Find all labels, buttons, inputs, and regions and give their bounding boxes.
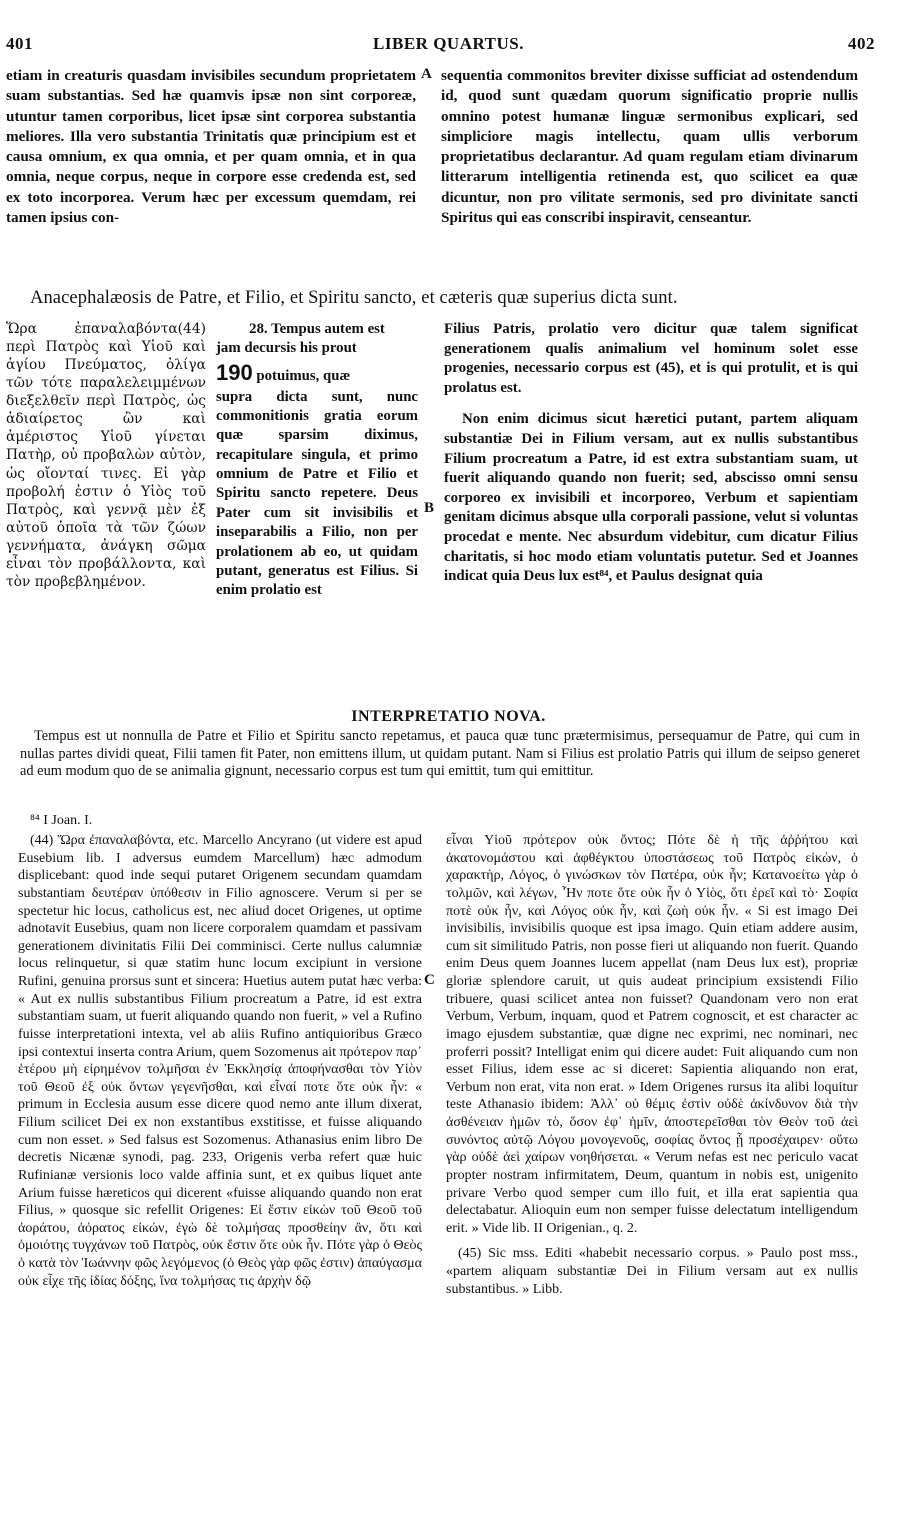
mid-line-3: 190 potuimus, quæ bbox=[216, 359, 351, 385]
interpretatio-title: INTERPRETATIO NOVA. bbox=[351, 708, 546, 725]
footnote-reference: ⁸⁴ I Joan. I. bbox=[30, 813, 93, 828]
mid-line-1: 28. Tempus autem est bbox=[249, 321, 385, 337]
section-heading: Anacephalæosis de Patre, et Filio, et Spiritu sancto, et cæteris quæ superius dicta sunt. bbox=[30, 288, 678, 308]
greek-text-column: Ὥρα ἐπαναλαβόντα(44) περὶ Πατρὸς καὶ Υἱοῦ καὶ ἁγίου Πνεύματος, ὀλίγα τῶν τότε παραλελειμμένων διεξελθεῖν περὶ Πατρὸς, ὡς ἀδιαίρετος ὢν καὶ ἀμέριστος Υἱοῦ γίνεται Πατὴρ, οὐ προβαλὼν αὐτὸν, ὡς οἴονταί τινες. Εἰ γὰρ προβολή ἐστιν ὁ Υἱὸς τοῦ Πατρὸς, καὶ γεννᾷ μὲν ἐξ αὐτοῦ ὁποῖα τὰ τῶν ζώων γεννήματα, ἀνάγκη σῶμα εἶναι τὸν προβάλλοντα, καὶ τὸν προβεβλημένον. bbox=[6, 321, 206, 590]
footnote-right-column bbox=[446, 832, 858, 1298]
top-left-column: etiam in creaturis quasdam invisibiles secundum proprietatem suam substantias. Sed hæ quamvis ipsæ non sint corporeæ, utuntur tamen corporibus, licet ipsæ sint corporea substantia meliores. Illa vero substantia Trinitatis quæ principium est et causa omnium, ex qua omnia, et per quam omnia, et in qua omnia, neque corpus, neque in corpore esse credenda est, sed ex toto incorporea. Verum hæc per excessum quemdam, rei tamen ipsius con- bbox=[6, 67, 416, 226]
margin-letter-a: A bbox=[421, 66, 432, 82]
right-para-1: Filius Patris, prolatio vero dicitur quæ talem significat generationem qualis animalium vel hominum solet esse progenies, necessario corpus est (45), et is qui protulit, et is qui prolatus est. bbox=[444, 321, 858, 396]
right-column bbox=[444, 320, 858, 587]
column-number: 190 bbox=[216, 359, 253, 385]
latin-middle-column bbox=[216, 320, 418, 601]
mid-rest: supra dicta sunt, nunc commonitionis gratia eorum quæ sparsim diximus, recapitulare singula, et primo omnium de Patre et Filio et Spiritu sancto repetere. Deus Pater cum sit invisibilis et inseparabilis a Filio, non per prolationem ab eo, ut quidam putant, generatus est Filius. Si enim prolatio est bbox=[216, 388, 418, 599]
running-title: LIBER QUARTUS. bbox=[373, 34, 524, 53]
mid-line-2: jam decursis his prout bbox=[216, 340, 357, 357]
page-number-left: 401 bbox=[6, 34, 33, 53]
footnote-44: (44) Ὥρα ἐπαναλαβόντα, etc. Marcello Ancyrano (ut videre est apud Eusebium lib. I adversus eumdem Marcellum) hæc admodum displicebant: quod inde sequi putaret Origenem secundam quamdam substantiam δευτέραν ὑπόθεσιν in Filio agnoscere. Verum si per se spectetur hic locus, catholicus est, nec aliud docet Origenes, ut optime adnotavit Eusebius, quam non licere corporalem quamdam et passivam generationem divinitatis Filii Dei comminisci. Certe nullus calumniæ locus relinquetur, si quæ statim hunc locum excipiunt in versione Rufini, genuina prorsus sunt et sincera: Huetius autem putat hæc verba: « Aut ex nullis substantibus Filium procreatum a Patre, id est extra substantiam suam, ut fuerit aliquando quando non fuerit, » vel a Rufino fuisse interpretationi intexta, vel ab aliis Rufino antiquioribus Græco ipsi contextui inserta contra Arium, quem Sozomenus ait πρότερον παρ᾽ ἑτέρου μὴ εἰρημένον τολμῆσαι ἐν Ἐκκλησίᾳ ἀποφήνασθαι τὸν Υἱὸν τοῦ Θεοῦ ἐξ οὐκ ὄντων γεγενῆσθαι, καὶ εἶναί ποτε ὅτε οὐκ ἦν: « primum in Ecclesia ausum esse dicere quod nemo ante illum dixerat, Filium scilicet Dei ex non exstantibus exstitisse, et fuisse aliquando cum non esset. » Sed falsus est Sozomenus. Athanasius enim libro De decretis Nicænæ synodi, pag. 233, Origenis verba refert quæ huic Rufinianæ versionis loco valde affinia sunt, et ex quibus liquet ante Arium fuisse hæreticos qui dicerent «fuisse aliquando quando non erat Filius, » quosque sic refellit Origenes: Εἰ ἔστιν εἰκὼν τοῦ Θεοῦ τοῦ ἀοράτου, ἀόρατος εἰκών, ἐγὼ δὲ τολμήσας προσθείην ἂν, ὅτι καὶ ὁμοιότης τυγχάνων τοῦ Πατρὸς, οὐκ ἔστιν ὅτε οὐκ ἦν. Πότε γὰρ ὁ Θεὸς ὁ κατὰ τὸν Ἰωάννην φῶς λεγόμενος (ὁ Θεὸς γὰρ φῶς ἐστιν) ἀπαύγασμα οὐκ εἶχε τῆς ἰδίας δόξης, ἵνα τολμήσας τις ἀρχὴν δῷ bbox=[18, 833, 423, 1289]
top-right-column: sequentia commonitos breviter dixisse sufficiat ad ostendendum id, quod sunt quædam quorum significatio proprie nullis omnino potest humanæ linguæ sermonibus explicari, sed simpliciore magis intellectu, quam ullis verborum proprietatibus declarantur. Ad quam regulam etiam divinarum litterarum intelligentia retinenda est, quo scilicet ea quæ dicuntur, non pro vilitate sermonis, sed pro divinitate sancti Spiritus qui eas conscribi inspiravit, censeantur. bbox=[441, 67, 858, 226]
footnote-44-continued: εἶναι Υἱοῦ πρότερον οὐκ ὄντος; Πότε δὲ ἡ τῆς ἀῤῥήτου καὶ ἀκατονομάστου καὶ ἀφθέγκτου ὑποστάσεως τοῦ Πατρὸς εἰκὼν, ὁ χαρακτὴρ, Λόγος, ὁ γινώσκων τὸν Πατέρα, οὐκ ἦν; Κατανοείτω γὰρ ὁ τολμῶν, καὶ λέγων, Ἦν ποτε ὅτε οὐκ ἦν ὁ Υἱὸς, ὅτι ἐρεῖ καὶ τὸ· Σοφία ποτὲ οὐκ ἦν, καὶ Λόγος οὐκ ἦν, καὶ ζωὴ οὐκ ἦν. « Si est imago Dei invisibilis, invisibilis quoque est ipsa imago. Quin etiam addere ausim, cum sit similitudo Patris, non posse fieri ut aliquando non fuerit. Quando enim Deus quem Joannes lucem appellat (nam Deus lux est), propriæ gloriæ splendore caruit, ut quis audeat principium exsistendi Filio tribuere, quasi scilicet antea non fuisset? Quandonam vero non erat Verbum, Verbum, inquam, quod et Patrem cognoscit, et est character ac imago ejusdem substantiæ, quæ digne nec exprimi, nec nominari, nec proferri possit? Intelligat enim qui dicere audet: Fuit aliquando cum non esset Filius, idem esse ac si diceret: Sapientia aliquando non erat, Verbum non erat, vita non erat. » Idem Origenes rursus ita alibi loquitur teste Athanasio ibidem: Ἀλλ᾽ οὐ θέμις ἐστὶν οὐδὲ ἀκίνδυνον διὰ τὴν ἀσθένειαν ἡμῶν τὸ, ὅσον ἐφ᾽ ἡμῖν, ἀποστερεῖσθαι τὸν Θεὸν τοῦ ἀεὶ συνόντος αὐτῷ Λόγου μονογενοῦς, σοφίας ὄντος ᾗ προσέχαιρεν· οὕτω γὰρ οὐδὲ ἀεὶ χαίρων νοηθήσεται. « Verum nefas est nec periculo vacat propter nostram infirmitatem, Deum, quantum in nobis est, unigenito privare Verbo quod semper cum illo fuit, et illa erat sapientia qua delectabatur. Alioquin eum non semper fuisse delectatum intelligendum erit. » Vide lib. II Origenian., q. 2. bbox=[446, 833, 858, 1236]
right-para-2: Non enim dicimus sicut hæretici putant, partem aliquam substantiæ Dei in Filium versam, aut ex nullis substantibus Filium procreatum a Patre, id est extra substantiam suam, ut fuerit aliquando quando non fuerit; sed, abscisso omni sensu corporeo ex invisibili et incorporeo, Verbum et sapientiam genitam dicimus absque ulla corporali passione, velut si voluntas procedat e mente. Nec absurdum videbitur, cum dicatur Filius charitatis, si hoc modo etiam voluntatis putetur. Sed et Joannes indicat quia Deus lux est⁸⁴, et Paulus designat quia bbox=[444, 411, 858, 585]
margin-letter-b: B bbox=[424, 500, 435, 516]
interpretatio-text: Tempus est ut nonnulla de Patre et Filio et Spiritu sancto repetamus, et pauca quæ tunc prætermisimus, persequamur de Patre, qui cum in nullas partes dividi queat, Filii tamen fit Pater, non emittens illum, ut quidam putant. Nam si Filius est prolatio Patris qui illum de seipso generet ad eum modum quo de se animalia gignunt, necessario corpus est tum qui emittit, tum qui emittitur. bbox=[20, 728, 860, 780]
footnote-45: (45) Sic mss. Editi «habebit necessario corpus. » Paulo post mss., «partem aliquam substantiæ Dei in Filium versam aut ex nullis substantibus. » Libb. bbox=[446, 1246, 858, 1297]
margin-letter-c: C bbox=[424, 972, 435, 988]
page-number-right: 402 bbox=[848, 34, 875, 53]
